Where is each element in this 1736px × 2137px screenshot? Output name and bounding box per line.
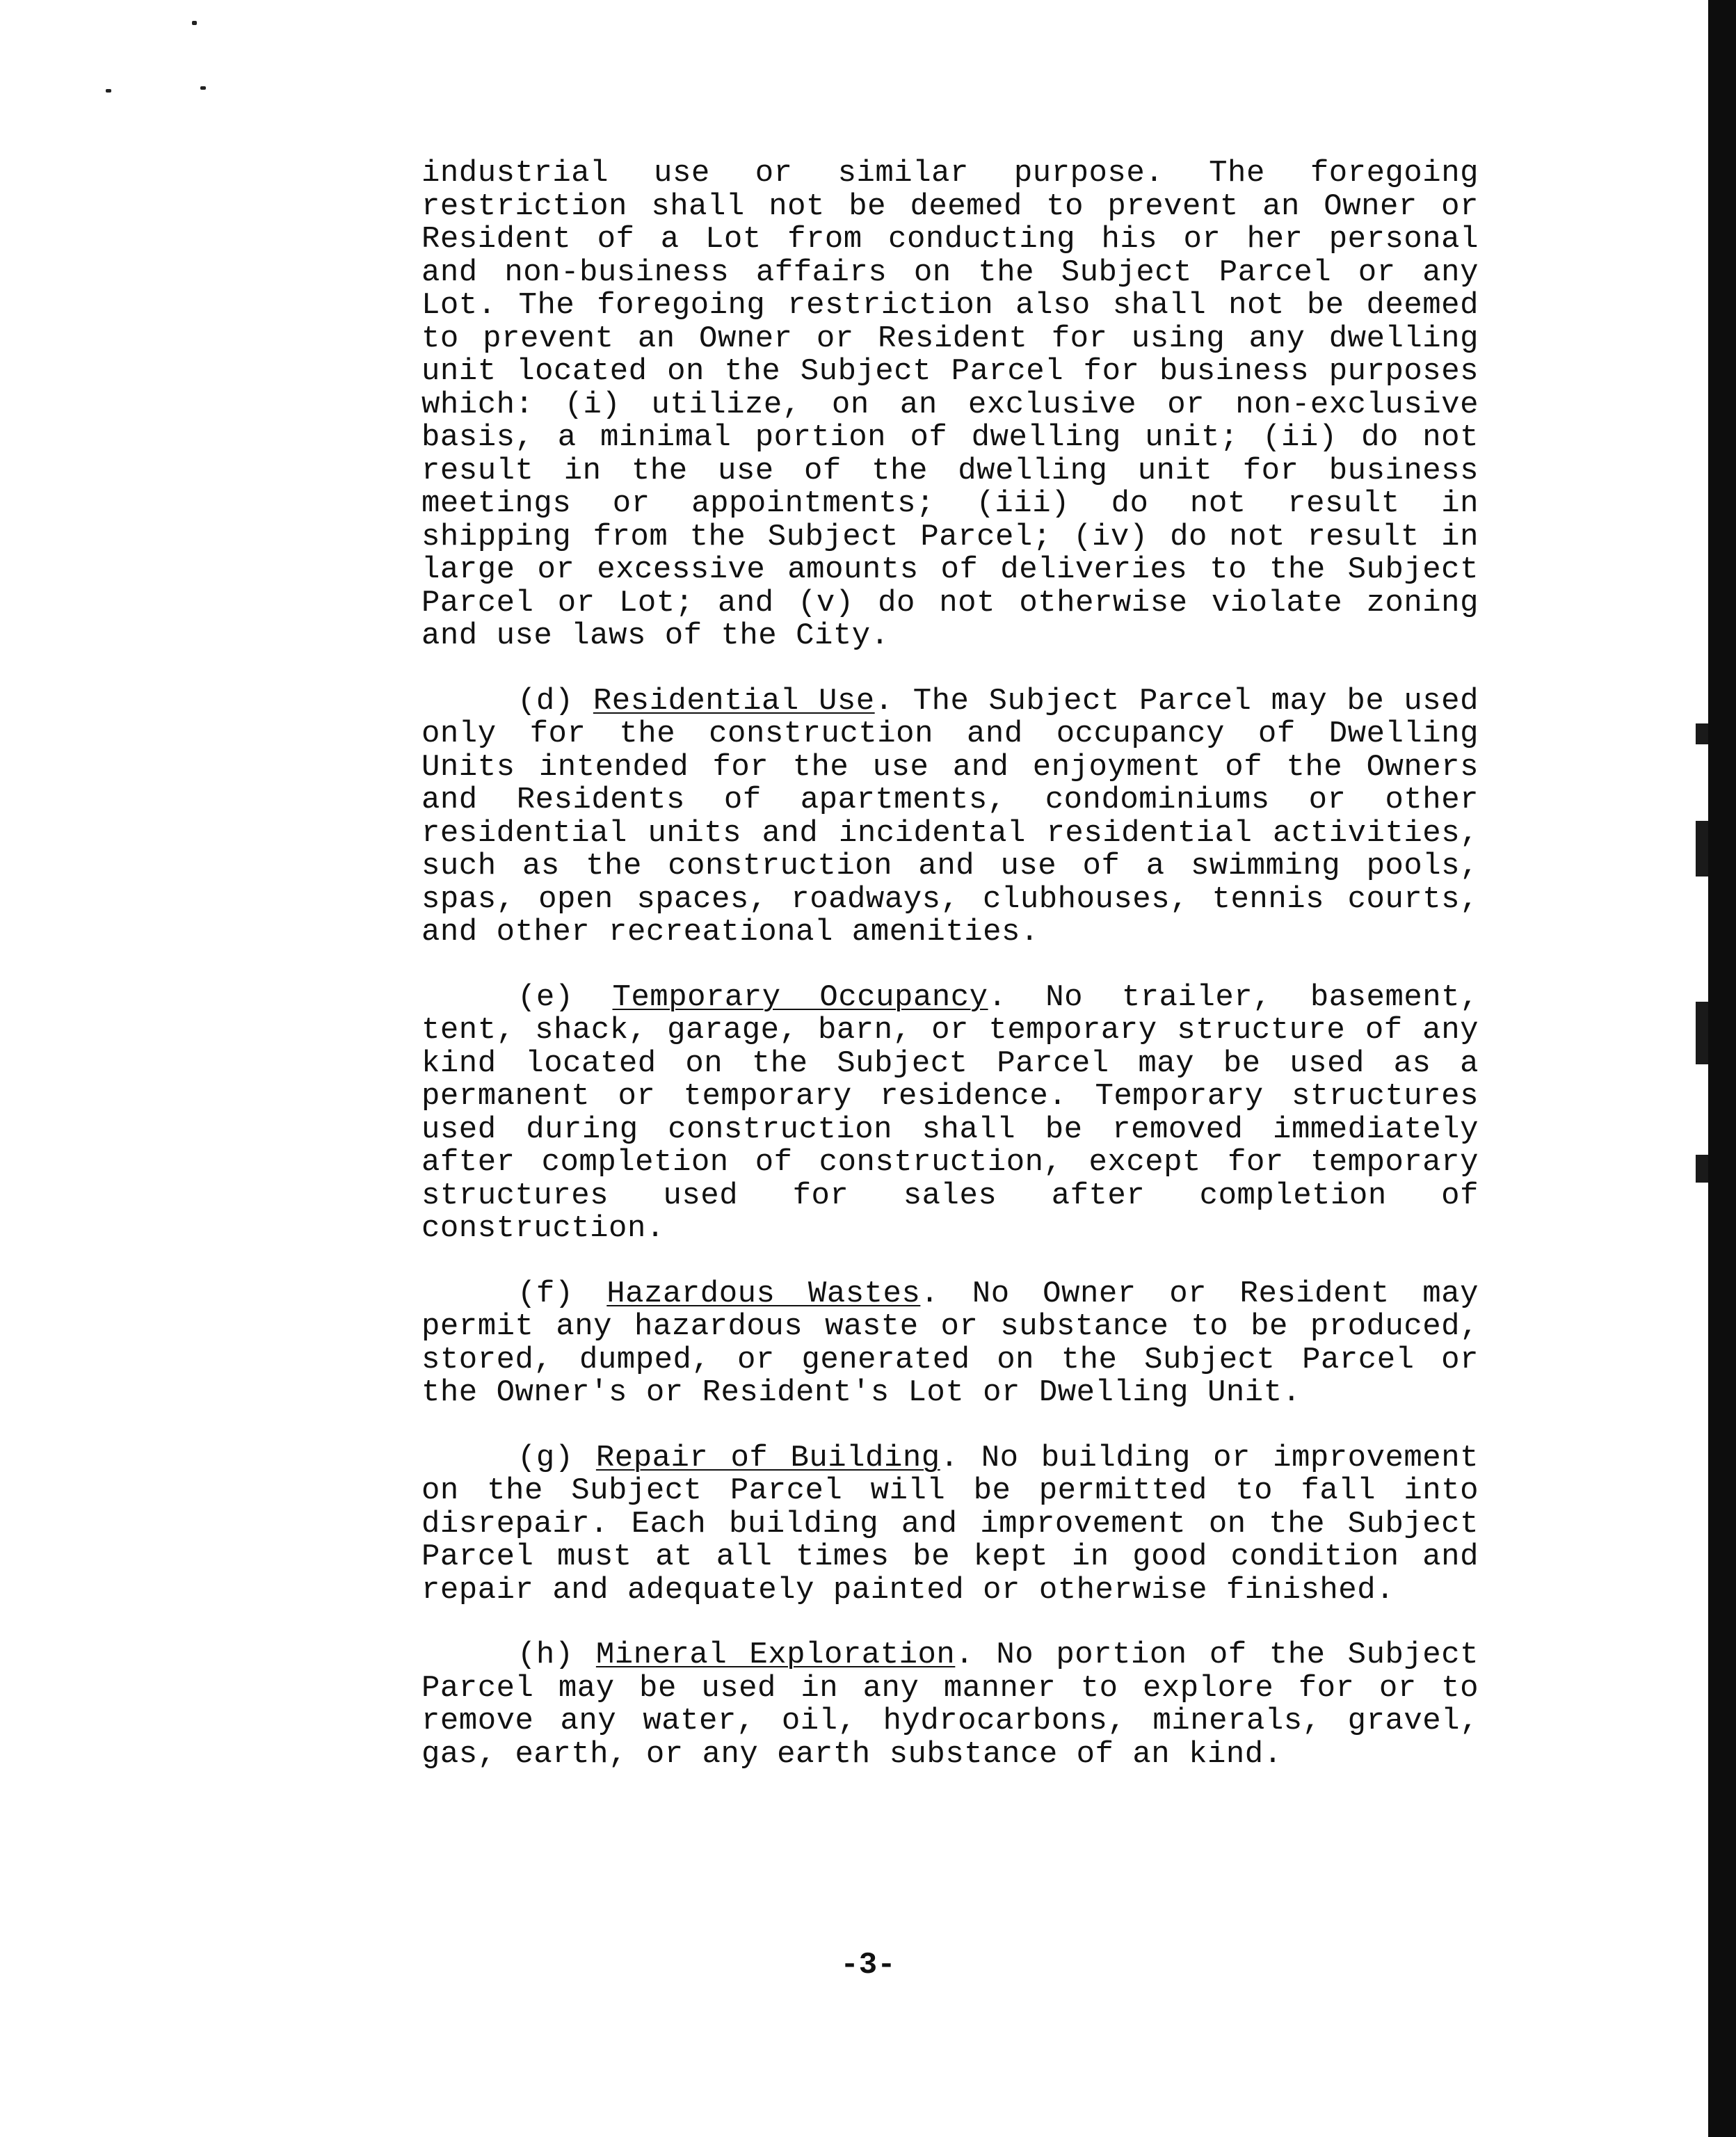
scan-edge-speck <box>1696 821 1708 877</box>
section-paragraph-h <box>421 1639 1479 1771</box>
section-heading: Residential Use <box>593 683 875 719</box>
section-label: (g) <box>517 1440 574 1475</box>
section-body: . No Owner or Resident may permit any hazardous waste or substance to be produced, stored, dumped, or generated on the Subject Parcel or the Owner's or Resident's Lot or Dwelling Unit. <box>421 1276 1479 1410</box>
section-heading: Repair of Building <box>595 1440 940 1475</box>
section-paragraph-e <box>421 979 1479 1246</box>
scan-speck <box>200 86 206 90</box>
scan-speck <box>192 21 197 25</box>
section-heading: Temporary Occupancy <box>612 979 988 1015</box>
section-body: . No building or improvement on the Subject Parcel will be permitted to fall into disrepair. Each building and improvement on the Subject Parcel must at all times be kept in good condition and repair and adequately painted or otherwise finished. <box>421 1440 1479 1608</box>
section-label: (f) <box>517 1276 574 1311</box>
continuation-paragraph: industrial use or similar purpose. The foregoing restriction shall not be deemed to prevent an Owner or Resident of a Lot from conducting his or her personal and non-business affairs on the Subject Parcel or any Lot. The foregoing restriction also shall not be deemed to prevent an Owner or Resident for using any dwelling unit located on the Subject Parcel for business purposes which: (i) utilize, on an exclusive or non-exclusive basis, a minimal portion of dwelling unit; (ii) do not result in the use of the dwelling unit for business meetings or appointments; (iii) do not result in shipping from the Subject Parcel; (iv) do not result in large or excessive amounts of deliveries to the Subject Parcel or Lot; and (v) do not otherwise violate zoning and use laws of the City. <box>421 156 1479 653</box>
section-paragraph-f <box>421 1278 1479 1410</box>
scan-edge-speck <box>1696 1155 1708 1183</box>
document-body <box>421 157 1479 1803</box>
page-number: -3- <box>840 1948 896 1983</box>
section-label: (e) <box>517 979 574 1015</box>
scan-edge-speck <box>1696 1002 1708 1064</box>
section-body: . No trailer, basement, tent, shack, garage, barn, or temporary structure of any kind located on the Subject Parcel may be used as a permanent or temporary residence. Temporary structures used during construction shall be removed immediately after completion of construction, except for temporary structures used for sales after completion of construction. <box>421 979 1479 1246</box>
scan-edge-speck <box>1696 723 1708 744</box>
section-label: (d) <box>517 683 574 719</box>
scan-speck <box>106 89 111 93</box>
scan-edge <box>1708 0 1736 2137</box>
section-label: (h) <box>517 1638 574 1672</box>
section-heading: Hazardous Wastes <box>606 1276 921 1311</box>
section-paragraph-d <box>421 685 1479 950</box>
section-body: . No portion of the Subject Parcel may be used in any manner to explore for or to remove any water, oil, hydrocarbons, minerals, gravel, gas, earth, or any earth substance of an kind. <box>421 1638 1479 1772</box>
section-body: . The Subject Parcel may be used only for the construction and occupancy of Dwelling Units intended for the use and enjoyment of the Owners and Residents of apartments, condominiums or other residential units and incidental residential activities, such as the construction and use of a swimming pools, spas, open spaces, roadways, clubhouses, tennis courts, and other recreational amenities. <box>421 683 1479 950</box>
section-paragraph-g <box>421 1442 1479 1608</box>
section-heading: Mineral Exploration <box>595 1638 956 1672</box>
